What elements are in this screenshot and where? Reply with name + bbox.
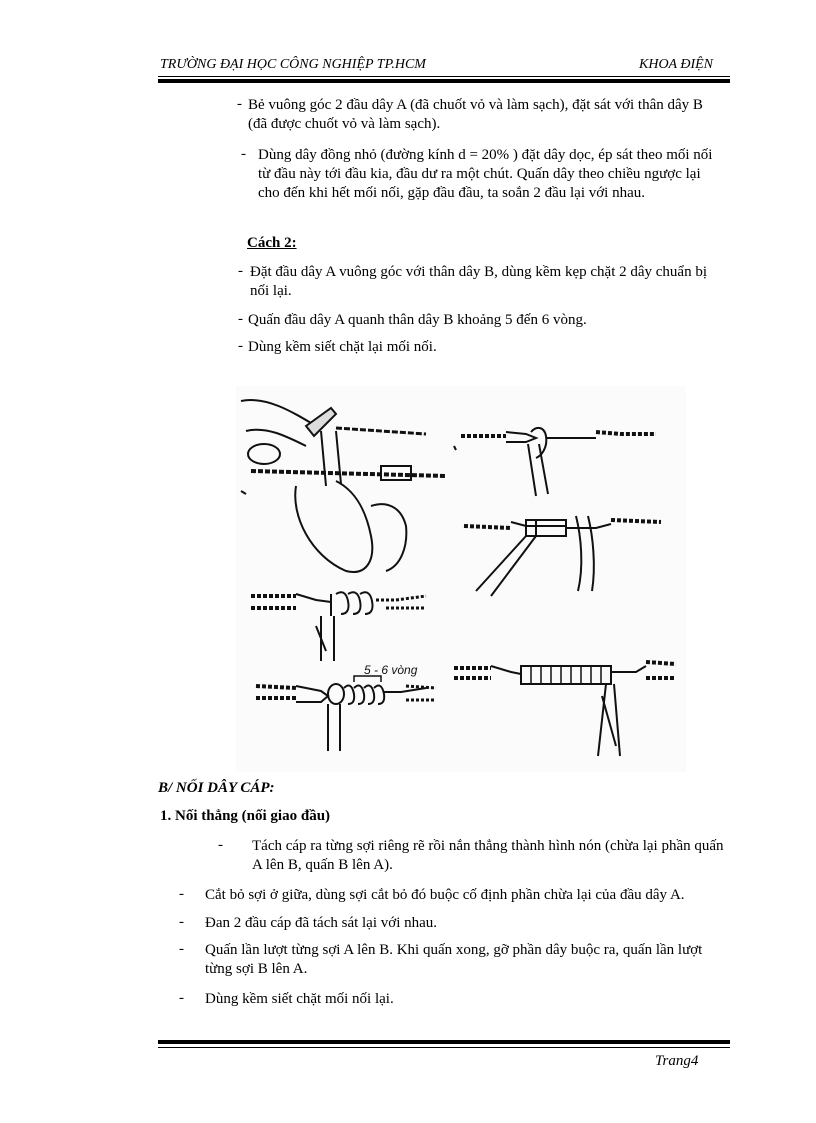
paragraph-wrap-wire: Quấn đầu dây A quanh thân dây B khoảng 5 đến 6 vòng. [248,312,587,328]
paragraph-copper-wire [258,146,726,203]
header-school: TRƯỜNG ĐẠI HỌC CÔNG NGHIỆP TP.HCM [160,57,426,72]
footer-rule-thin [158,1047,730,1048]
subsection-title: 1. Nối thẳng (nối giao đầu) [160,808,331,824]
paragraph-copper-wire-text: Dùng dây đồng nhỏ (đường kính d = 20% ) đặt dây dọc, ép sát theo mối nối từ đầu này tới đầu kia, đầu dư ra một chút. Quấn dây theo chiều ngược lại cho đến khi hết mối nối, gặp đầu đầu, ta soắn 2 đầu lại với nhau. [258,147,713,201]
bullet-dash: - [238,311,243,327]
cach2-title: Cách 2: [247,235,297,251]
paragraph-weave: Đan 2 đầu cáp đã tách sát lại với nhau. [205,915,438,931]
header-faculty: KHOA ĐIỆN [639,57,714,72]
bullet-dash: - [179,914,184,930]
bullet-dash: - [237,96,242,112]
header-rule-thin [158,76,730,77]
bullet-dash: - [238,263,243,279]
header-rule-thick [158,79,730,83]
footer-rule-thick [158,1040,730,1044]
page-number: Trang4 [655,1053,699,1069]
paragraph-place-wire: Đặt đầu dây A vuông góc với thân dây B, dùng kềm kẹp chặt 2 dây chuẩn bị nối lại. [250,264,708,299]
section-b-title: B/ NỐI DÂY CÁP: [158,780,275,796]
bullet-dash: - [238,338,243,354]
paragraph-wrap-strands: Quấn lần lượt từng sợi A lên B. Khi quấn xong, gỡ phần dây buộc ra, quấn lần lượt từng sợi B lên A. [205,942,703,977]
bullet-dash: - [179,886,184,902]
paragraph-bend-wire: Bẻ vuông góc 2 đầu dây A (đã chuốt vỏ và làm sạch), đặt sát với thân dây B (đã được chuốt vỏ và làm sạch). [248,97,703,132]
bullet-dash: - [241,146,246,162]
bullet-dash: - [179,941,184,957]
bullet-dash: - [179,990,184,1006]
turns-annotation: 5 - 6 vòng [364,663,418,677]
paragraph-cut-middle: Cắt bỏ sợi ở giữa, dùng sợi cắt bỏ đó buộc cố định phần chừa lại của đầu dây A. [205,887,685,903]
paragraph-tighten-joint: Dùng kềm siết chặt mối nối lại. [205,991,394,1007]
bullet-dash: - [218,837,223,853]
paragraph-separate-strands: Tách cáp ra từng sợi riêng rẽ rồi nắn thẳng thành hình nón (chừa lại phần quấn A lên B, quấn B lên A). [252,838,724,873]
paragraph-tighten: Dùng kềm siết chặt lại mối nối. [248,339,437,355]
wire-splice-illustration [236,386,686,772]
